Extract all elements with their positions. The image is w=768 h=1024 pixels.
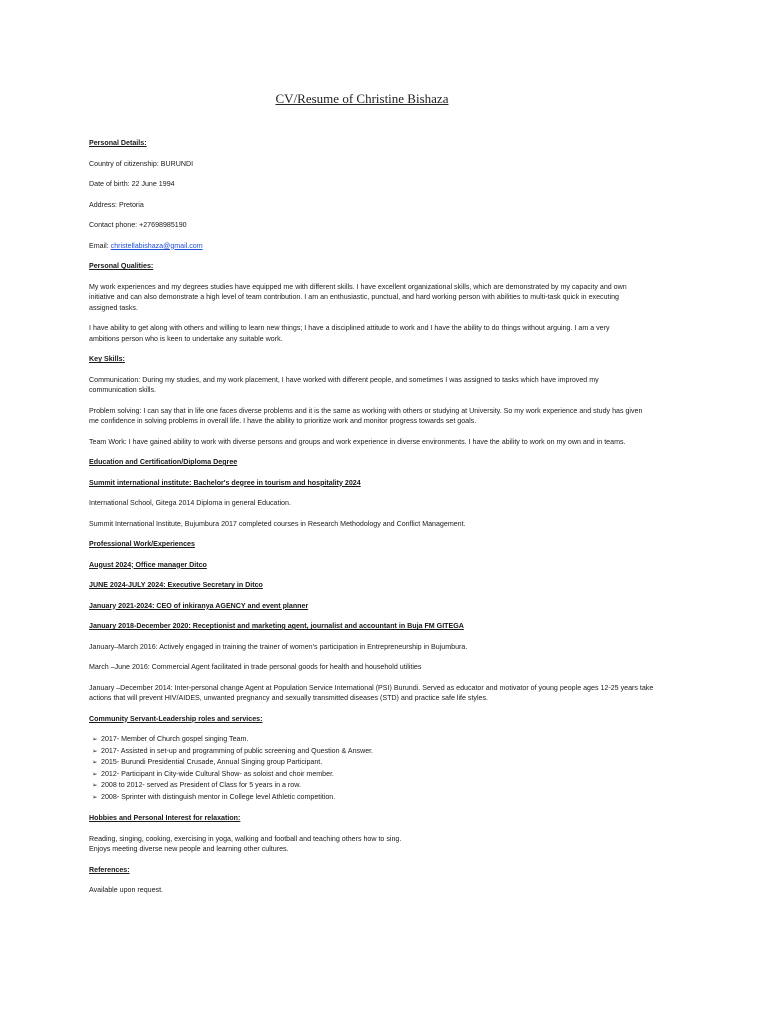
work-item-2016-training: January–March 2016: Actively engaged in training the trainer of women's participation in Entrepreneurship in Bujumbura. xyxy=(89,642,468,651)
section-heading-personal-details: Personal Details: xyxy=(89,139,147,147)
document-body xyxy=(89,138,679,896)
country-line: Country of citizenship: BURUNDI xyxy=(89,159,194,168)
job-office-manager: August 2024; Office manager Ditco xyxy=(89,560,207,569)
work-item-2014-line1: January –December 2014: Inter-personal change Agent at Population Service International (PSI) Burundi. Served as educator and motivator of young people ages 12-25 years take xyxy=(89,683,654,692)
list-item xyxy=(89,769,679,781)
skill-problem-line1: Problem solving: I can say that in life one faces diverse problems and it is the same as working with others or studying at University. So my work experience and study has given xyxy=(89,406,643,415)
arrow-bullet-icon: ➢ xyxy=(92,793,98,801)
section-heading-education: Education and Certification/Diploma Degree xyxy=(89,458,238,466)
section-heading-hobbies: Hobbies and Personal Interest for relaxation: xyxy=(89,814,241,822)
list-item-text: 2015- Burundi Presidential Crusade, Annual Singing group Participant. xyxy=(101,758,323,766)
list-item xyxy=(89,780,679,792)
skill-problem-line2: me confidence in solving problems in overall life. I have the ability to prioritize work and monitor progress towards set goals. xyxy=(89,417,477,425)
arrow-bullet-icon: ➢ xyxy=(92,770,98,778)
list-item xyxy=(89,757,679,769)
dob-line: Date of birth: 22 June 1994 xyxy=(89,180,175,188)
list-item-text: 2008- Sprinter with distinguish mentor in College level Athletic competition. xyxy=(101,792,336,801)
work-item-2016-agent: March –June 2016: Commercial Agent facilitated in trade personal goods for health and household utilities xyxy=(89,663,422,671)
skill-teamwork: Team Work: I have gained ability to work with diverse persons and groups and work experience in diverse environments. I have the ability to work on my own and in teams. xyxy=(89,437,626,446)
education-summit-heading: Summit international institute: Bachelor's degree in tourism and hospitality 2024 xyxy=(89,478,361,487)
skill-communication-line1: Communication: During my studies, and my work placement, I have worked with different people, and sometimes I was assigned to tasks which have improved my xyxy=(89,375,599,384)
qualities-p2-line2: ambitions person who is keen to undertake any suitable work. xyxy=(89,334,283,343)
qualities-p2-line1: I have ability to get along with others and willing to learn new things; I have a disciplined attitude to work and I have the ability to do things without arguing. I am a very xyxy=(89,324,610,332)
list-item xyxy=(89,734,679,746)
email-link[interactable]: christellabishaza@gmail.com xyxy=(110,241,203,250)
arrow-bullet-icon: ➢ xyxy=(92,747,98,755)
community-list xyxy=(89,734,679,803)
section-heading-references: References: xyxy=(89,865,130,874)
list-item-text: 2008 to 2012- served as President of Class for 5 years in a row. xyxy=(101,781,301,789)
section-heading-community: Community Servant-Leadership roles and services: xyxy=(89,714,263,723)
hobbies-line1: Reading, singing, cooking, exercising in yoga, walking and football and teaching others how to sing. xyxy=(89,834,402,843)
arrow-bullet-icon: ➢ xyxy=(92,759,98,766)
list-item-text: 2017- Member of Church gospel singing Team. xyxy=(101,735,249,743)
education-summit-courses: Summit International Institute, Bujumbura 2017 completed courses in Research Methodology and Conflict Management. xyxy=(89,519,466,528)
job-receptionist: January 2018-December 2020: Receptionist and marketing agent, journalist and accountant in Buja FM GITEGA xyxy=(89,622,464,630)
work-item-2014-line2: actions that will prevent HIV/AIDES, unwanted pregnancy and sexually transmitted diseases (STD) and practice safe life styles. xyxy=(89,694,489,702)
list-item-text: 2012- Participant in City-wide Cultural Show- as soloist and choir member. xyxy=(101,769,335,778)
references-text: Available upon request. xyxy=(89,886,164,894)
education-school: International School, Gitega 2014 Diploma in general Education. xyxy=(89,499,291,507)
qualities-p1-line2: initiative and can also demonstrate a high level of team contribution. I am an enthusiastic, punctual, and hard working person with abilities to multi-task quick in executing xyxy=(89,293,619,301)
email-label: Email: xyxy=(89,241,111,250)
hobbies-line2: Enjoys meeting diverse new people and learning other cultures. xyxy=(89,845,289,853)
section-heading-key-skills: Key Skills: xyxy=(89,355,125,363)
email-line xyxy=(89,241,679,252)
skill-communication-line2: communication skills. xyxy=(89,386,157,394)
section-heading-work: Professional Work/Experiences xyxy=(89,540,195,548)
list-item xyxy=(89,792,679,804)
list-item xyxy=(89,746,679,758)
address-line: Address: Pretoria xyxy=(89,200,144,209)
qualities-p1-line1: My work experiences and my degrees studies have equipped me with different skills. I have excellent organizational skills, which are demonstrated by my capacity and own xyxy=(89,282,627,291)
job-executive-secretary: JUNE 2024-JULY 2024: Executive Secretary in Ditco xyxy=(89,581,263,589)
section-heading-personal-qualities: Personal Qualities: xyxy=(89,262,154,270)
page-title: CV/Resume of Christine Bishaza xyxy=(275,91,449,106)
arrow-bullet-icon: ➢ xyxy=(92,782,98,789)
qualities-p1-line3: assigned tasks. xyxy=(89,303,138,312)
arrow-bullet-icon: ➢ xyxy=(92,736,98,743)
job-ceo: January 2021-2024: CEO of inkiranya AGENCY and event planner xyxy=(89,601,309,610)
phone-line: Contact phone: +27698985190 xyxy=(89,221,187,229)
list-item-text: 2017- Assisted in set-up and programming of public screening and Question & Answer. xyxy=(101,746,374,755)
